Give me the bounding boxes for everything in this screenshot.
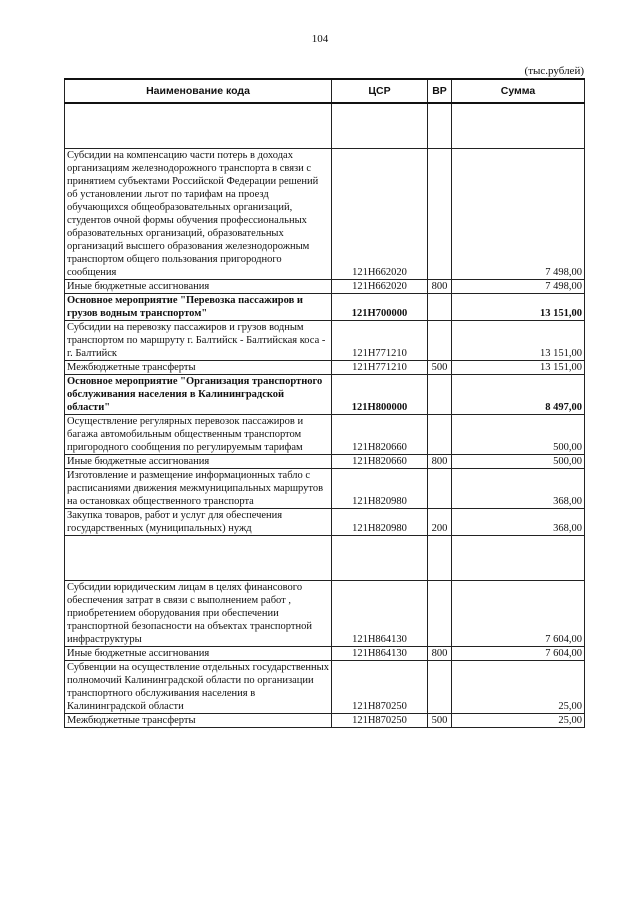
csr-cell: 121Н700000 [332,294,428,321]
vr-cell [428,321,452,361]
table-row [65,415,585,455]
vr-cell [428,375,452,415]
sum-cell: 500,00 [452,415,585,455]
table-row [65,647,585,661]
name-cell: Основное мероприятие "Организация транспортного обслуживания населения в Калининградской области" [65,375,332,415]
header-vr: ВР [428,79,452,103]
table-spacer-row [65,103,585,149]
name-cell: Иные бюджетные ассигнования [65,455,332,469]
name-cell: Иные бюджетные ассигнования [65,280,332,294]
name-cell: Изготовление и размещение информационных табло с расписаниями движения межмуниципальных маршрутов на остановках общественного транспорта [65,469,332,509]
name-cell: Закупка товаров, работ и услуг для обеспечения государственных (муниципальных) нужд [65,509,332,536]
spacer-cell [452,536,585,581]
sum-cell: 25,00 [452,661,585,714]
table-row [65,375,585,415]
csr-cell: 121Н771210 [332,361,428,375]
spacer-cell [332,103,428,149]
table-row [65,455,585,469]
csr-cell: 121Н662020 [332,149,428,280]
sum-cell: 8 497,00 [452,375,585,415]
spacer-cell [65,536,332,581]
vr-cell [428,149,452,280]
table-row [65,714,585,728]
table-row [65,509,585,536]
csr-cell: 121Н820980 [332,509,428,536]
csr-cell: 121Н864130 [332,647,428,661]
sum-cell: 25,00 [452,714,585,728]
table-row [65,280,585,294]
csr-cell: 121Н864130 [332,581,428,647]
vr-cell: 200 [428,509,452,536]
name-cell: Субсидии на перевозку пассажиров и грузов водным транспортом по маршруту г. Балтийск - Балтийская коса - г. Балтийск [65,321,332,361]
name-cell: Осуществление регулярных перевозок пассажиров и багажа автомобильным общественным транспортом пригородного сообщения по регулируемым тарифам [65,415,332,455]
table-row [65,149,585,280]
header-csr: ЦСР [332,79,428,103]
page-number: 104 [311,33,329,45]
sum-cell: 7 604,00 [452,647,585,661]
header-sum: Сумма [452,79,585,103]
vr-cell: 800 [428,647,452,661]
sum-cell: 13 151,00 [452,321,585,361]
vr-cell: 500 [428,361,452,375]
name-cell: Субвенции на осуществление отдельных государственных полномочий Калининградской области по организации транспортного обслуживания населения в Калининградской области [65,661,332,714]
table-row [65,361,585,375]
vr-cell [428,661,452,714]
spacer-cell [452,103,585,149]
table-header-row [65,79,585,103]
sum-cell: 13 151,00 [452,361,585,375]
units-label: (тыс.рублей) [524,65,584,77]
vr-cell [428,294,452,321]
vr-cell [428,469,452,509]
vr-cell [428,415,452,455]
spacer-cell [332,536,428,581]
csr-cell: 121Н820980 [332,469,428,509]
spacer-cell [428,103,452,149]
csr-cell: 121Н870250 [332,661,428,714]
name-cell: Межбюджетные трансферты [65,361,332,375]
budget-table [64,78,585,728]
header-name: Наименование кода [65,79,332,103]
sum-cell: 7 498,00 [452,280,585,294]
spacer-cell [65,103,332,149]
name-cell: Иные бюджетные ассигнования [65,647,332,661]
csr-cell: 121Н820660 [332,415,428,455]
table-row [65,661,585,714]
table-row [65,294,585,321]
table-body [65,103,585,728]
sum-cell: 368,00 [452,509,585,536]
sum-cell: 500,00 [452,455,585,469]
table-row [65,321,585,361]
name-cell: Основное мероприятие "Перевозка пассажиров и грузов водным транспортом" [65,294,332,321]
sum-cell: 368,00 [452,469,585,509]
sum-cell: 7 604,00 [452,581,585,647]
vr-cell: 500 [428,714,452,728]
csr-cell: 121Н771210 [332,321,428,361]
vr-cell: 800 [428,455,452,469]
name-cell: Субсидии юридическим лицам в целях финансового обеспечения затрат в связи с выполнением работ , приобретением оборудования при обеспечении транспортной безопасности на объектах транспортной инфраструктуры [65,581,332,647]
sum-cell: 7 498,00 [452,149,585,280]
table-row [65,581,585,647]
table-spacer-row [65,536,585,581]
vr-cell [428,581,452,647]
spacer-cell [428,536,452,581]
name-cell: Межбюджетные трансферты [65,714,332,728]
table-row [65,469,585,509]
sum-cell: 13 151,00 [452,294,585,321]
csr-cell: 121Н662020 [332,280,428,294]
name-cell: Субсидии на компенсацию части потерь в доходах организациям железнодорожного транспорта в связи с принятием субъектами Российской Федерации решений об установлении льгот по тарифам на проезд обучающихся общеобразовательных организаций, студентов очной формы обучения профессиональных образовательных организаций, образовательных организаций высшего образования железнодорожным транспортом общего пользования пригородного сообщения [65,149,332,280]
csr-cell: 121Н820660 [332,455,428,469]
csr-cell: 121Н870250 [332,714,428,728]
csr-cell: 121Н800000 [332,375,428,415]
vr-cell: 800 [428,280,452,294]
